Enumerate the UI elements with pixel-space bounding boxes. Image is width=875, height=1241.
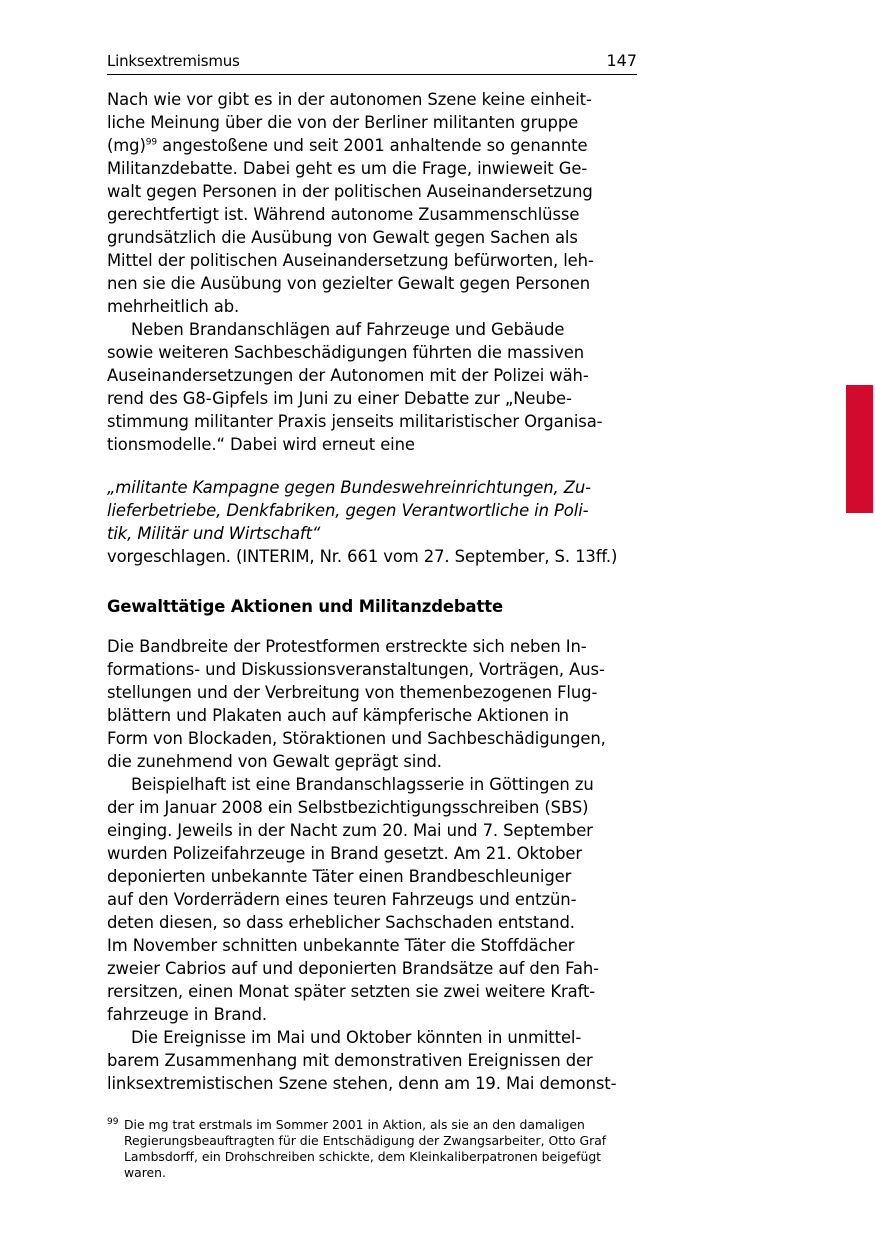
text-line: walt gegen Personen in der politischen Auseinandersetzung <box>107 182 593 201</box>
text-line: liche Meinung über die von der Berliner militanten gruppe <box>107 113 579 132</box>
footnote <box>107 1117 606 1181</box>
quote-line: tik, Militär und Wirtschaft“ <box>107 524 321 543</box>
chapter-thumb-marker <box>846 385 873 513</box>
text-line: einging. Jeweils in der Nacht zum 20. Mai und 7. September <box>107 821 593 840</box>
footnote-line: Regierungsbeauftragten für die Entschädigung der Zwangsarbeiter, Otto Graf <box>124 1133 607 1148</box>
footnote-line: waren. <box>124 1165 166 1180</box>
text-line: der im Januar 2008 ein Selbstbezichtigungsschreiben (SBS) <box>107 798 589 817</box>
section-heading: Gewalttätige Aktionen und Militanzdebatte <box>107 597 503 616</box>
text-line: Form von Blockaden, Störaktionen und Sachbeschädigungen, <box>107 729 606 748</box>
text-line: Auseinandersetzungen der Autonomen mit der Polizei wäh- <box>107 366 589 385</box>
text-line: fahrzeuge in Brand. <box>107 1005 267 1024</box>
section-paragraph-1 <box>107 635 606 773</box>
text-line: tionsmodelle.“ Dabei wird erneut eine <box>107 435 415 454</box>
block-quote <box>107 476 617 568</box>
text-line: stimmung militanter Praxis jenseits militaristischer Organisa- <box>107 412 603 431</box>
text-line: die zunehmend von Gewalt geprägt sind. <box>107 752 442 771</box>
text-line: stellungen und der Verbreitung von themenbezogenen Flug- <box>107 683 598 702</box>
footnote-ref[interactable]: 99 <box>145 137 158 148</box>
text-line: grundsätzlich die Ausübung von Gewalt gegen Sachen als <box>107 228 578 247</box>
quote-source-line: vorgeschlagen. (INTERIM, Nr. 661 vom 27. September, S. 13ff.) <box>107 547 618 566</box>
section-paragraph-2 <box>107 773 599 1026</box>
text-line: Beispielhaft ist eine Brandanschlagsserie in Göttingen zu <box>131 775 594 794</box>
text-line: nen sie die Ausübung von gezielter Gewalt gegen Personen <box>107 274 591 293</box>
text-line: gerechtfertigt ist. Während autonome Zusammenschlüsse <box>107 205 580 224</box>
paragraph-g8 <box>107 318 602 456</box>
text-line: Nach wie vor gibt es in der autonomen Szene keine einheit- <box>107 90 592 109</box>
text-line: Die Ereignisse im Mai und Oktober könnten in unmittel- <box>131 1028 582 1047</box>
text-line: auf den Vorderrädern eines teuren Fahrzeugs und entzün- <box>107 890 577 909</box>
text-line: Die Bandbreite der Protestformen erstreckte sich neben In- <box>107 637 587 656</box>
line-continuation: angestoßene und seit 2001 anhaltende so genannte <box>157 136 588 155</box>
mg-abbrev: (mg) <box>107 136 146 155</box>
text-line: sowie weiteren Sachbeschädigungen führten die massiven <box>107 343 585 362</box>
intro-paragraph <box>107 88 594 318</box>
text-line: wurden Polizeifahrzeuge in Brand gesetzt. Am 21. Oktober <box>107 844 583 863</box>
footnote-line: Die mg trat erstmals im Sommer 2001 in Aktion, als sie an den damaligen <box>124 1117 585 1132</box>
text-line: formations- und Diskussionsveranstaltungen, Vorträgen, Aus- <box>107 660 605 679</box>
text-line: Im November schnitten unbekannte Täter die Stoffdächer <box>107 936 575 955</box>
running-header <box>107 50 637 75</box>
text-line: deten diesen, so dass erheblicher Sachschaden entstand. <box>107 913 575 932</box>
text-line: linksextremistischen Szene stehen, denn am 19. Mai demonst- <box>107 1074 617 1093</box>
text-line: barem Zusammenhang mit demonstrativen Ereignissen der <box>107 1051 593 1070</box>
text-line: mehrheitlich ab. <box>107 297 240 316</box>
quote-line: lieferbetriebe, Denkfabriken, gegen Verantwortliche in Poli- <box>107 501 589 520</box>
text-line: Neben Brandanschlägen auf Fahrzeuge und Gebäude <box>131 320 565 339</box>
footnote-text <box>107 1117 606 1181</box>
page-number: 147 <box>606 51 637 70</box>
text-line: zweier Cabrios auf und deponierten Brandsätze auf den Fah- <box>107 959 599 978</box>
quote-line: „militante Kampagne gegen Bundeswehreinrichtungen, Zu- <box>107 478 591 497</box>
text-line: Mittel der politischen Auseinandersetzung befürworten, leh- <box>107 251 594 270</box>
running-head-title: Linksextremismus <box>107 52 240 70</box>
text-line: rend des G8-Gipfels im Juni zu einer Debatte zur „Neube- <box>107 389 572 408</box>
text-line: Militanzdebatte. Dabei geht es um die Frage, inwieweit Ge- <box>107 159 588 178</box>
section-paragraph-3 <box>107 1026 616 1095</box>
text-line: deponierten unbekannte Täter einen Brandbeschleuniger <box>107 867 572 886</box>
footnote-number: 99 <box>107 1117 119 1127</box>
chapter-marker-bar <box>846 385 873 513</box>
text-line <box>107 134 594 157</box>
text-line: blättern und Plakaten auch auf kämpferische Aktionen in <box>107 706 569 725</box>
text-line: rersitzen, einen Monat später setzten sie zwei weitere Kraft- <box>107 982 596 1001</box>
footnote-line: Lambsdorff, ein Drohschreiben schickte, dem Kleinkaliberpatronen beigefügt <box>124 1149 602 1164</box>
